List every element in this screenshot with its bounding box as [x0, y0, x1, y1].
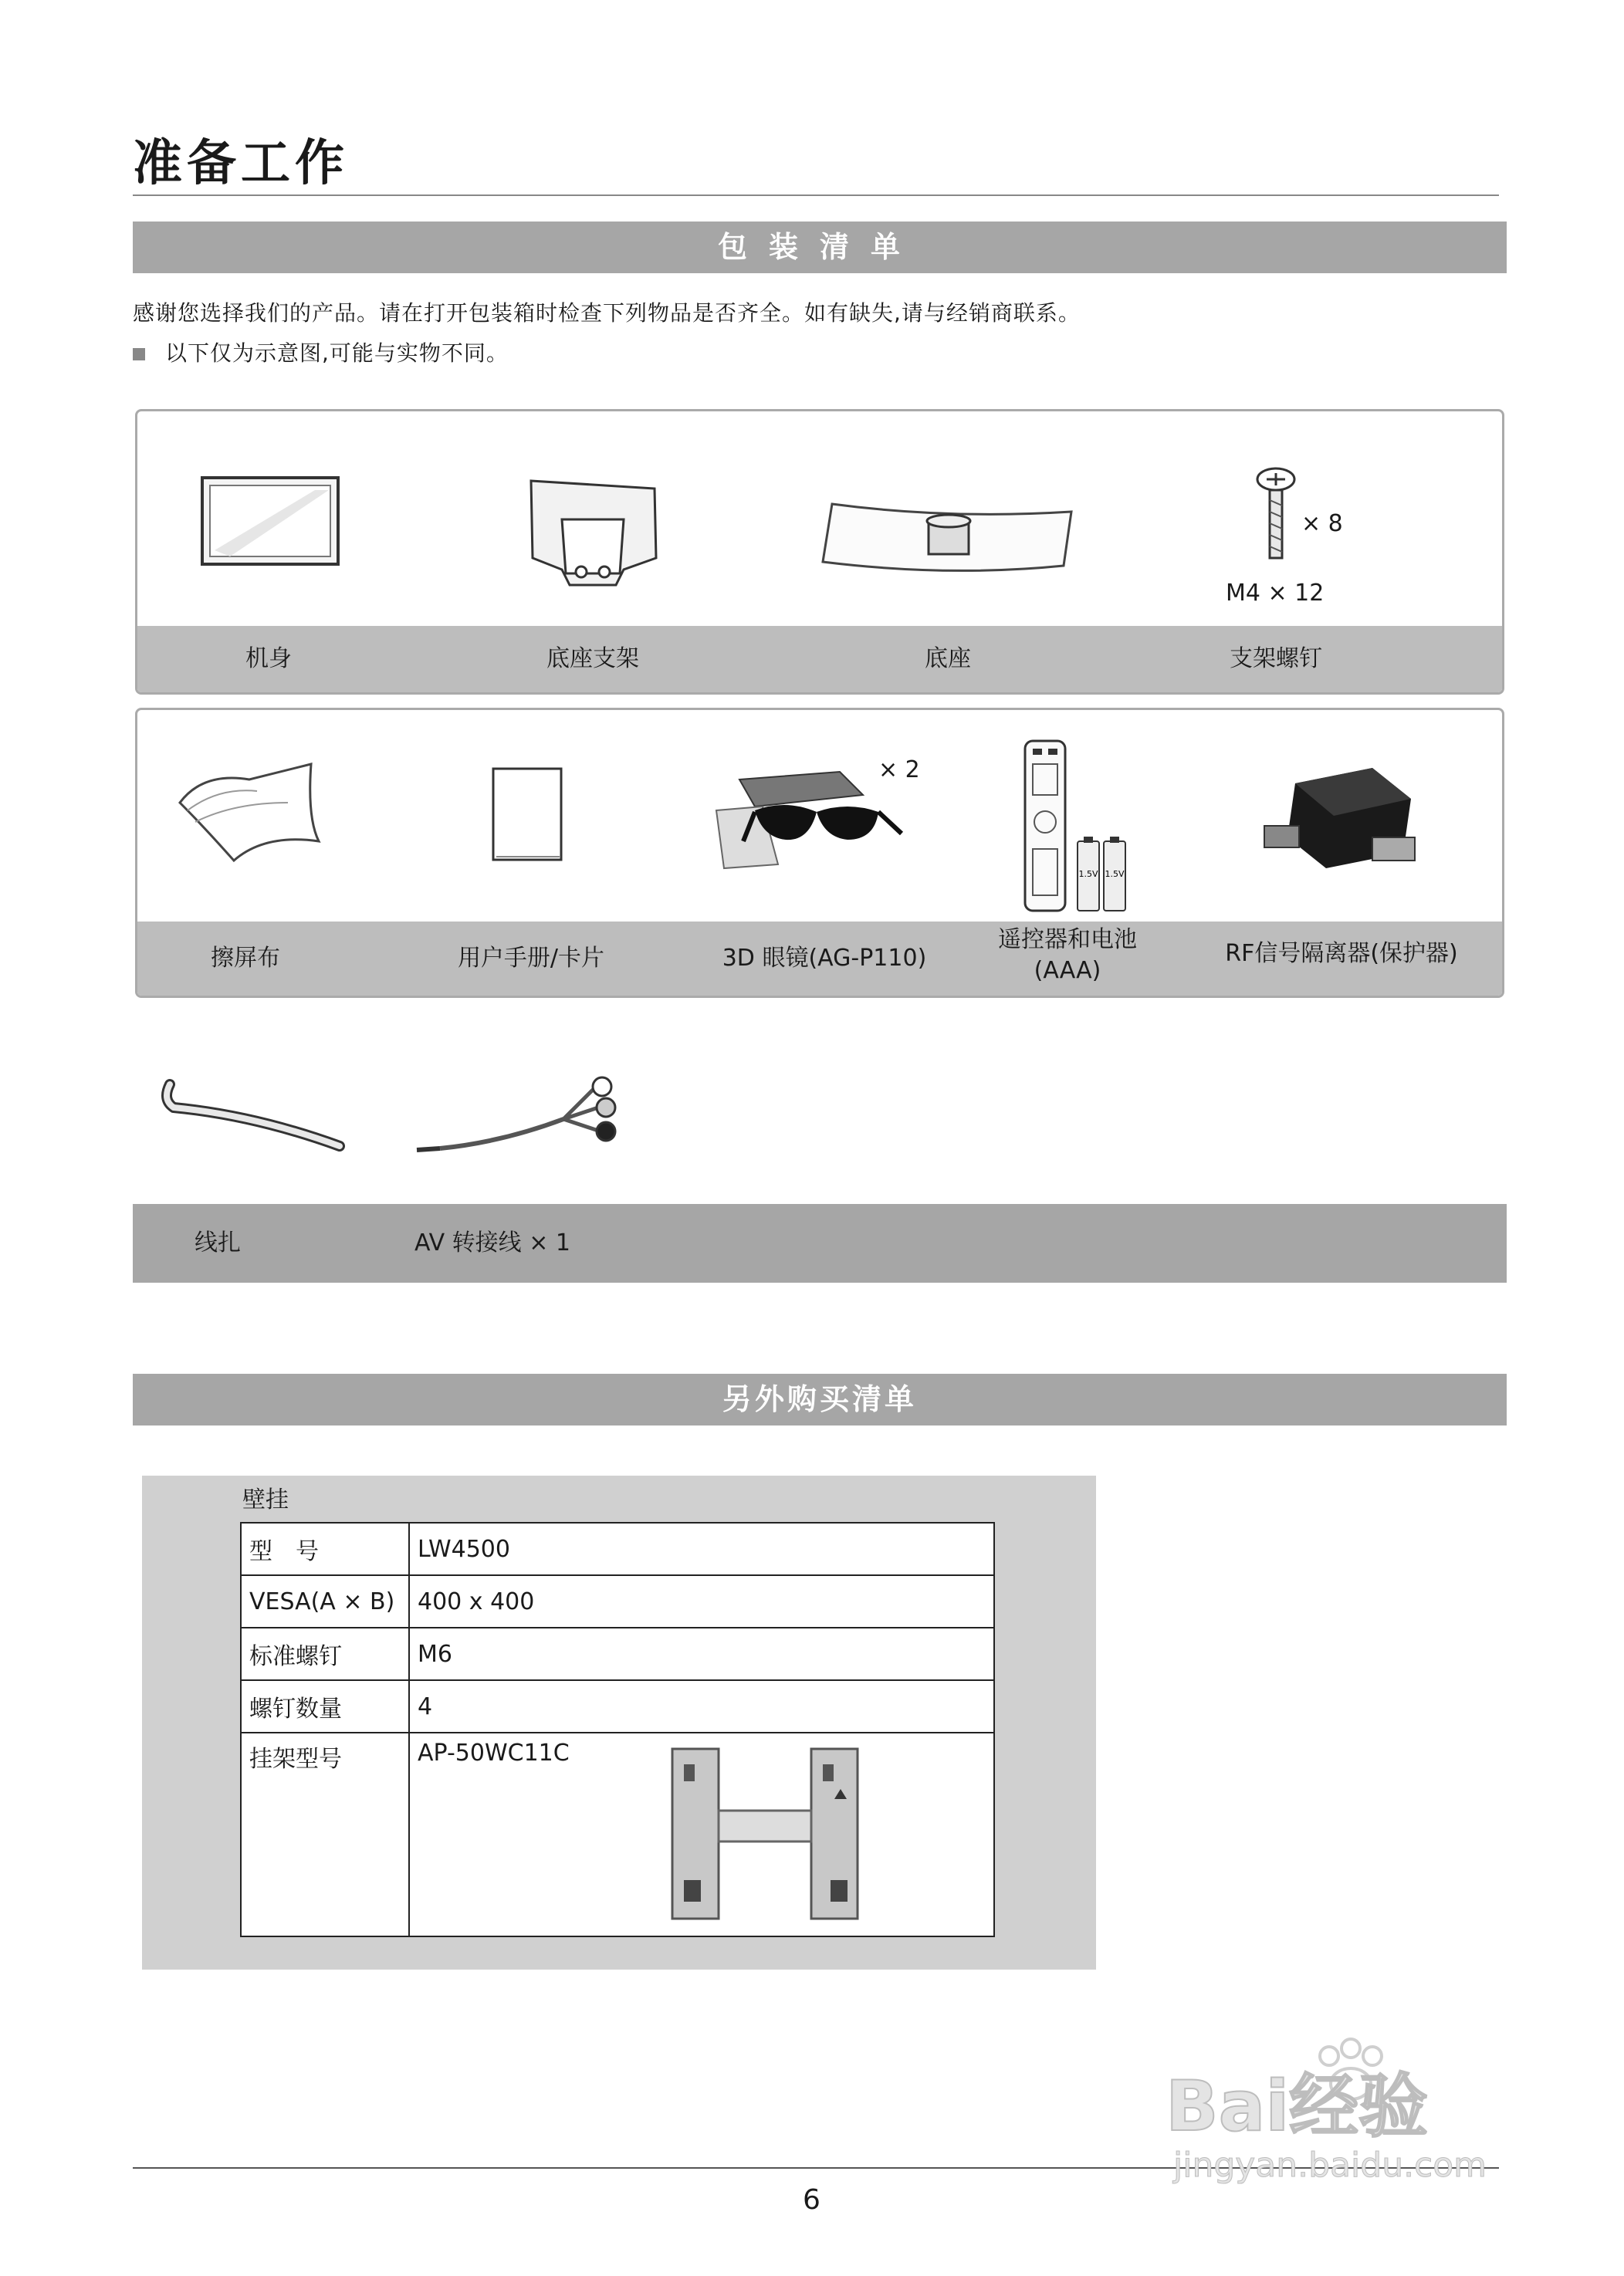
accessories-box-1	[135, 409, 1504, 695]
label-cleaning-cloth: 擦屏布	[211, 945, 280, 972]
label-stand-base: 底座	[925, 645, 971, 672]
label-cable-tie: 线扎	[195, 1229, 241, 1256]
label-tv-body: 机身	[245, 645, 292, 672]
stand-bracket-illustration	[523, 473, 662, 589]
optional-list-heading: 另外购买清单	[133, 1374, 1507, 1425]
spec-value: M6	[409, 1628, 994, 1680]
table-row	[241, 1628, 994, 1680]
label-av-adapter: AV 转接线 × 1	[414, 1229, 570, 1256]
wall-mount-bracket-illustration	[657, 1741, 873, 1923]
screw-spec: M4 × 12	[1226, 580, 1325, 607]
label-remote-line2: (AAA)	[1034, 957, 1101, 984]
spec-key: 螺钉数量	[241, 1680, 409, 1733]
spec-value: 400 x 400	[409, 1575, 994, 1628]
spec-value: 4	[409, 1680, 994, 1733]
page-number: 6	[803, 2184, 820, 2216]
glasses-quantity: × 2	[878, 756, 920, 783]
spec-key: VESA(A × B)	[241, 1575, 409, 1628]
cleaning-cloth-illustration	[172, 756, 326, 864]
watermark-brand: Bai经验	[1166, 2066, 1429, 2147]
label-stand-bracket: 底座支架	[546, 645, 639, 672]
remote-control-illustration	[1017, 733, 1141, 918]
note-text: 以下仅为示意图,可能与实物不同。	[165, 340, 509, 366]
rf-isolator-illustration	[1257, 760, 1426, 876]
spec-key: 挂架型号	[241, 1733, 409, 1936]
row3-label-bar	[133, 1204, 1507, 1283]
label-3d-glasses: 3D 眼镜(AG-P110)	[722, 945, 927, 972]
wall-mount-title: 壁挂	[242, 1486, 289, 1513]
label-remote-line1: 遥控器和电池	[998, 926, 1137, 953]
label-user-manual: 用户手册/卡片	[457, 945, 605, 972]
table-row	[241, 1680, 994, 1733]
av-adapter-cable-illustration	[409, 1065, 625, 1165]
label-stand-screws: 支架螺钉	[1230, 645, 1322, 672]
row2-label-bar	[137, 922, 1502, 996]
title-divider	[133, 194, 1499, 196]
spec-key: 标准螺钉	[241, 1628, 409, 1680]
tv-body-illustration	[199, 473, 346, 573]
baidu-watermark	[1158, 2038, 1544, 2195]
label-rf-isolator: RF信号隔离器(保护器)	[1225, 940, 1458, 967]
spec-value: AP-50WC11C	[418, 1740, 570, 1767]
table-row	[241, 1575, 994, 1628]
battery-label-2: 1.5V	[1105, 869, 1125, 879]
spec-key: 型 号	[241, 1523, 409, 1575]
user-manual-illustration	[489, 764, 566, 864]
table-row	[241, 1523, 994, 1575]
screw-quantity: × 8	[1301, 510, 1343, 537]
battery-label-1: 1.5V	[1078, 869, 1098, 879]
page-title: 准备工作	[133, 135, 349, 192]
table-row	[241, 1733, 994, 1936]
spec-value: LW4500	[409, 1523, 994, 1575]
baidu-paw-logo-icon	[1158, 2038, 1544, 2192]
stand-screw-icon	[1253, 465, 1299, 566]
wall-mount-spec-table	[240, 1522, 995, 1937]
cable-tie-illustration	[154, 1077, 355, 1162]
packing-list-heading: 包装清单	[133, 222, 1507, 273]
accessories-box-2	[135, 708, 1504, 998]
watermark-url: jingyan.baidu.com	[1173, 2146, 1487, 2185]
row1-label-bar	[137, 626, 1502, 692]
stand-base-illustration	[817, 489, 1079, 581]
intro-text: 感谢您选择我们的产品。请在打开包装箱时检查下列物品是否齐全。如有缺失,请与经销商联系。	[133, 300, 1081, 326]
note	[133, 336, 509, 367]
bullet-square-icon	[133, 348, 145, 360]
